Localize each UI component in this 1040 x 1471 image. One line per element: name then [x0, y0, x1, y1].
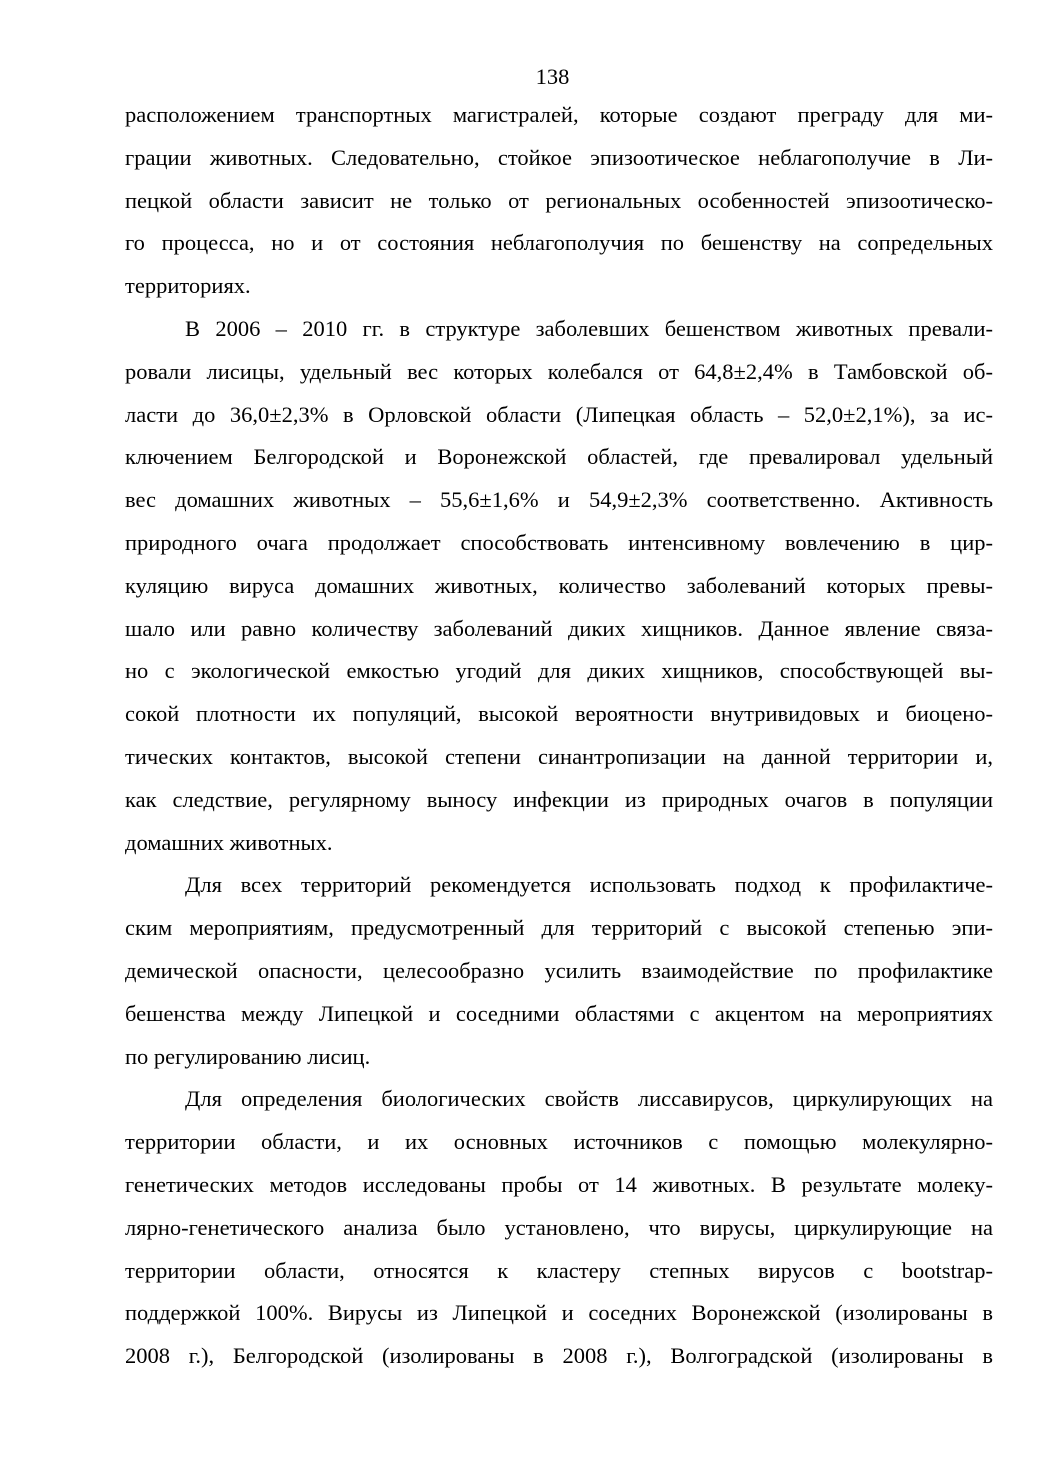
text-line: ласти до 36,0±2,3% в Орловской области (Липецкая область – 52,0±2,1%), за ис-: [125, 401, 993, 427]
text-line: демической опасности, целесообразно усилить взаимодействие по профилактике: [125, 958, 993, 983]
page-number: 138: [535, 64, 570, 89]
text-line: лярно-генетического анализа было установлено, что вирусы, циркулирующие на: [125, 1214, 993, 1240]
text-line: но с экологической емкостью угодий для диких хищников, способствующей вы-: [125, 658, 993, 684]
text-line: тических контактов, высокой степени синантропизации на данной территории и,: [125, 744, 993, 769]
text-line: вес домашних животных – 55,6±1,6% и 54,9±2,3% соответственно. Активность: [125, 487, 993, 513]
text-line: по регулированию лисиц.: [125, 1043, 371, 1069]
text-line: шало или равно количеству заболеваний диких хищников. Данное явление связа-: [125, 615, 993, 641]
text-line: ским мероприятиям, предусмотренный для территорий с высокой степенью эпи-: [125, 915, 993, 941]
text-line: территориях.: [125, 273, 251, 299]
text-line: расположением транспортных магистралей, которые создают преграду для ми-: [125, 102, 993, 127]
text-line: го процесса, но и от состояния неблагополучия по бешенству на сопредельных: [125, 230, 993, 256]
text-line: пецкой области зависит не только от региональных особенностей эпизоотическо-: [125, 187, 993, 213]
text-line: грации животных. Следовательно, стойкое эпизоотическое неблагополучие в Ли-: [125, 144, 993, 170]
text-line: ключением Белгородской и Воронежской областей, где превалировал удельный: [125, 444, 993, 470]
text-line: как следствие, регулярному выносу инфекции из природных очагов в популяции: [125, 786, 993, 812]
text-line: Для всех территорий рекомендуется использовать подход к профилактиче-: [185, 872, 993, 898]
text-line: поддержкой 100%. Вирусы из Липецкой и соседних Воронежской (изолированы в: [125, 1300, 993, 1326]
text-line: бешенства между Липецкой и соседними областями с акцентом на мероприятиях: [125, 1000, 993, 1026]
text-line: куляцию вируса домашних животных, количество заболеваний которых превы-: [125, 572, 993, 598]
text-line: ровали лисицы, удельный вес которых колебался от 64,8±2,4% в Тамбовской об-: [125, 358, 993, 384]
text-line: 2008 г.), Белгородской (изолированы в 2008 г.), Волгоградской (изолированы в: [125, 1343, 993, 1369]
text-line: домашних животных.: [125, 829, 333, 855]
text-line: территории области, и их основных источников с помощью молекулярно-: [125, 1129, 993, 1155]
text-line: природного очага продолжает способствовать интенсивному вовлечению в цир-: [125, 530, 993, 555]
text-line: генетических методов исследованы пробы от 14 животных. В результате молеку-: [125, 1172, 993, 1197]
text-line: сокой плотности их популяций, высокой вероятности внутривидовых и биоцено-: [125, 701, 993, 727]
text-line: Для определения биологических свойств лиссавирусов, циркулирующих на: [185, 1086, 993, 1112]
text-line: В 2006 – 2010 гг. в структуре заболевших бешенством животных превали-: [185, 316, 993, 341]
text-line: территории области, относятся к кластеру степных вирусов с bootstrap-: [125, 1257, 993, 1283]
